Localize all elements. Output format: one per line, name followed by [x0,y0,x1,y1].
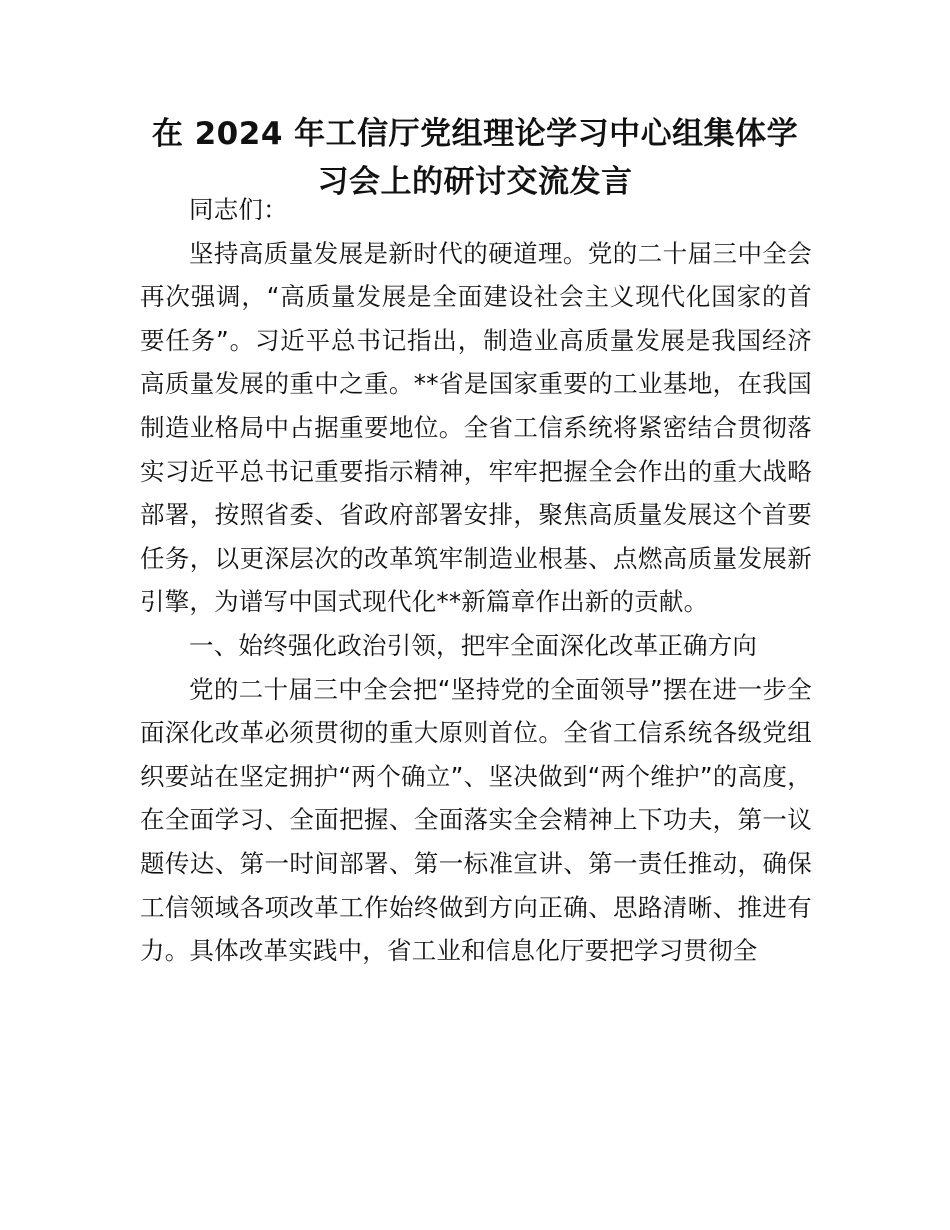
salutation: 同志们： [189,195,288,224]
intro-paragraph: 坚持高质量发展是新时代的硬道理。党的二十届三中全会再次强调，“高质量发展是全面建设社会主义现代化国家的首要任务”。习近平总书记指出，制造业高质量发展是我国经济高质量发展的重中之重。**省是国家重要的工业基地，在我国制造业格局中占据重要地位。全省工信系统将紧密结合贯彻落实习近平总书记重要指示精神，牢牢把握全会作出的重大战略部署，按照省委、省政府部署安排，聚焦高质量发展这个首要任务，以更深层次的改革筑牢制造业根基、点燃高质量发展新引擎，为谱写中国式现代化**新篇章作出新的贡献。 [140,238,812,617]
body-paragraph: 党的二十届三中全会把“坚持党的全面领导”摆在进一步全面深化改革必须贯彻的重大原则首位。全省工信系统各级党组织要站在坚定拥护“两个确立”、坚决做到“两个维护”的高度，在全面学习、全面把握、全面落实全会精神上下功夫，第一议题传达、第一时间部署、第一标准宣讲、第一责任推动，确保工信领域各项改革工作始终做到方向正确、思路清晰、推进有力。具体改革实践中，省工业和信息化厅要把学习贯彻全 [140,674,812,966]
document-body [140,188,812,973]
document-title: 在 2024 年工信厅党组理论学习中心组集体学习会上的研讨交流发言 [151,116,799,200]
section-heading: 一、始终强化政治引领，把牢全面深化改革正确方向 [189,630,758,660]
